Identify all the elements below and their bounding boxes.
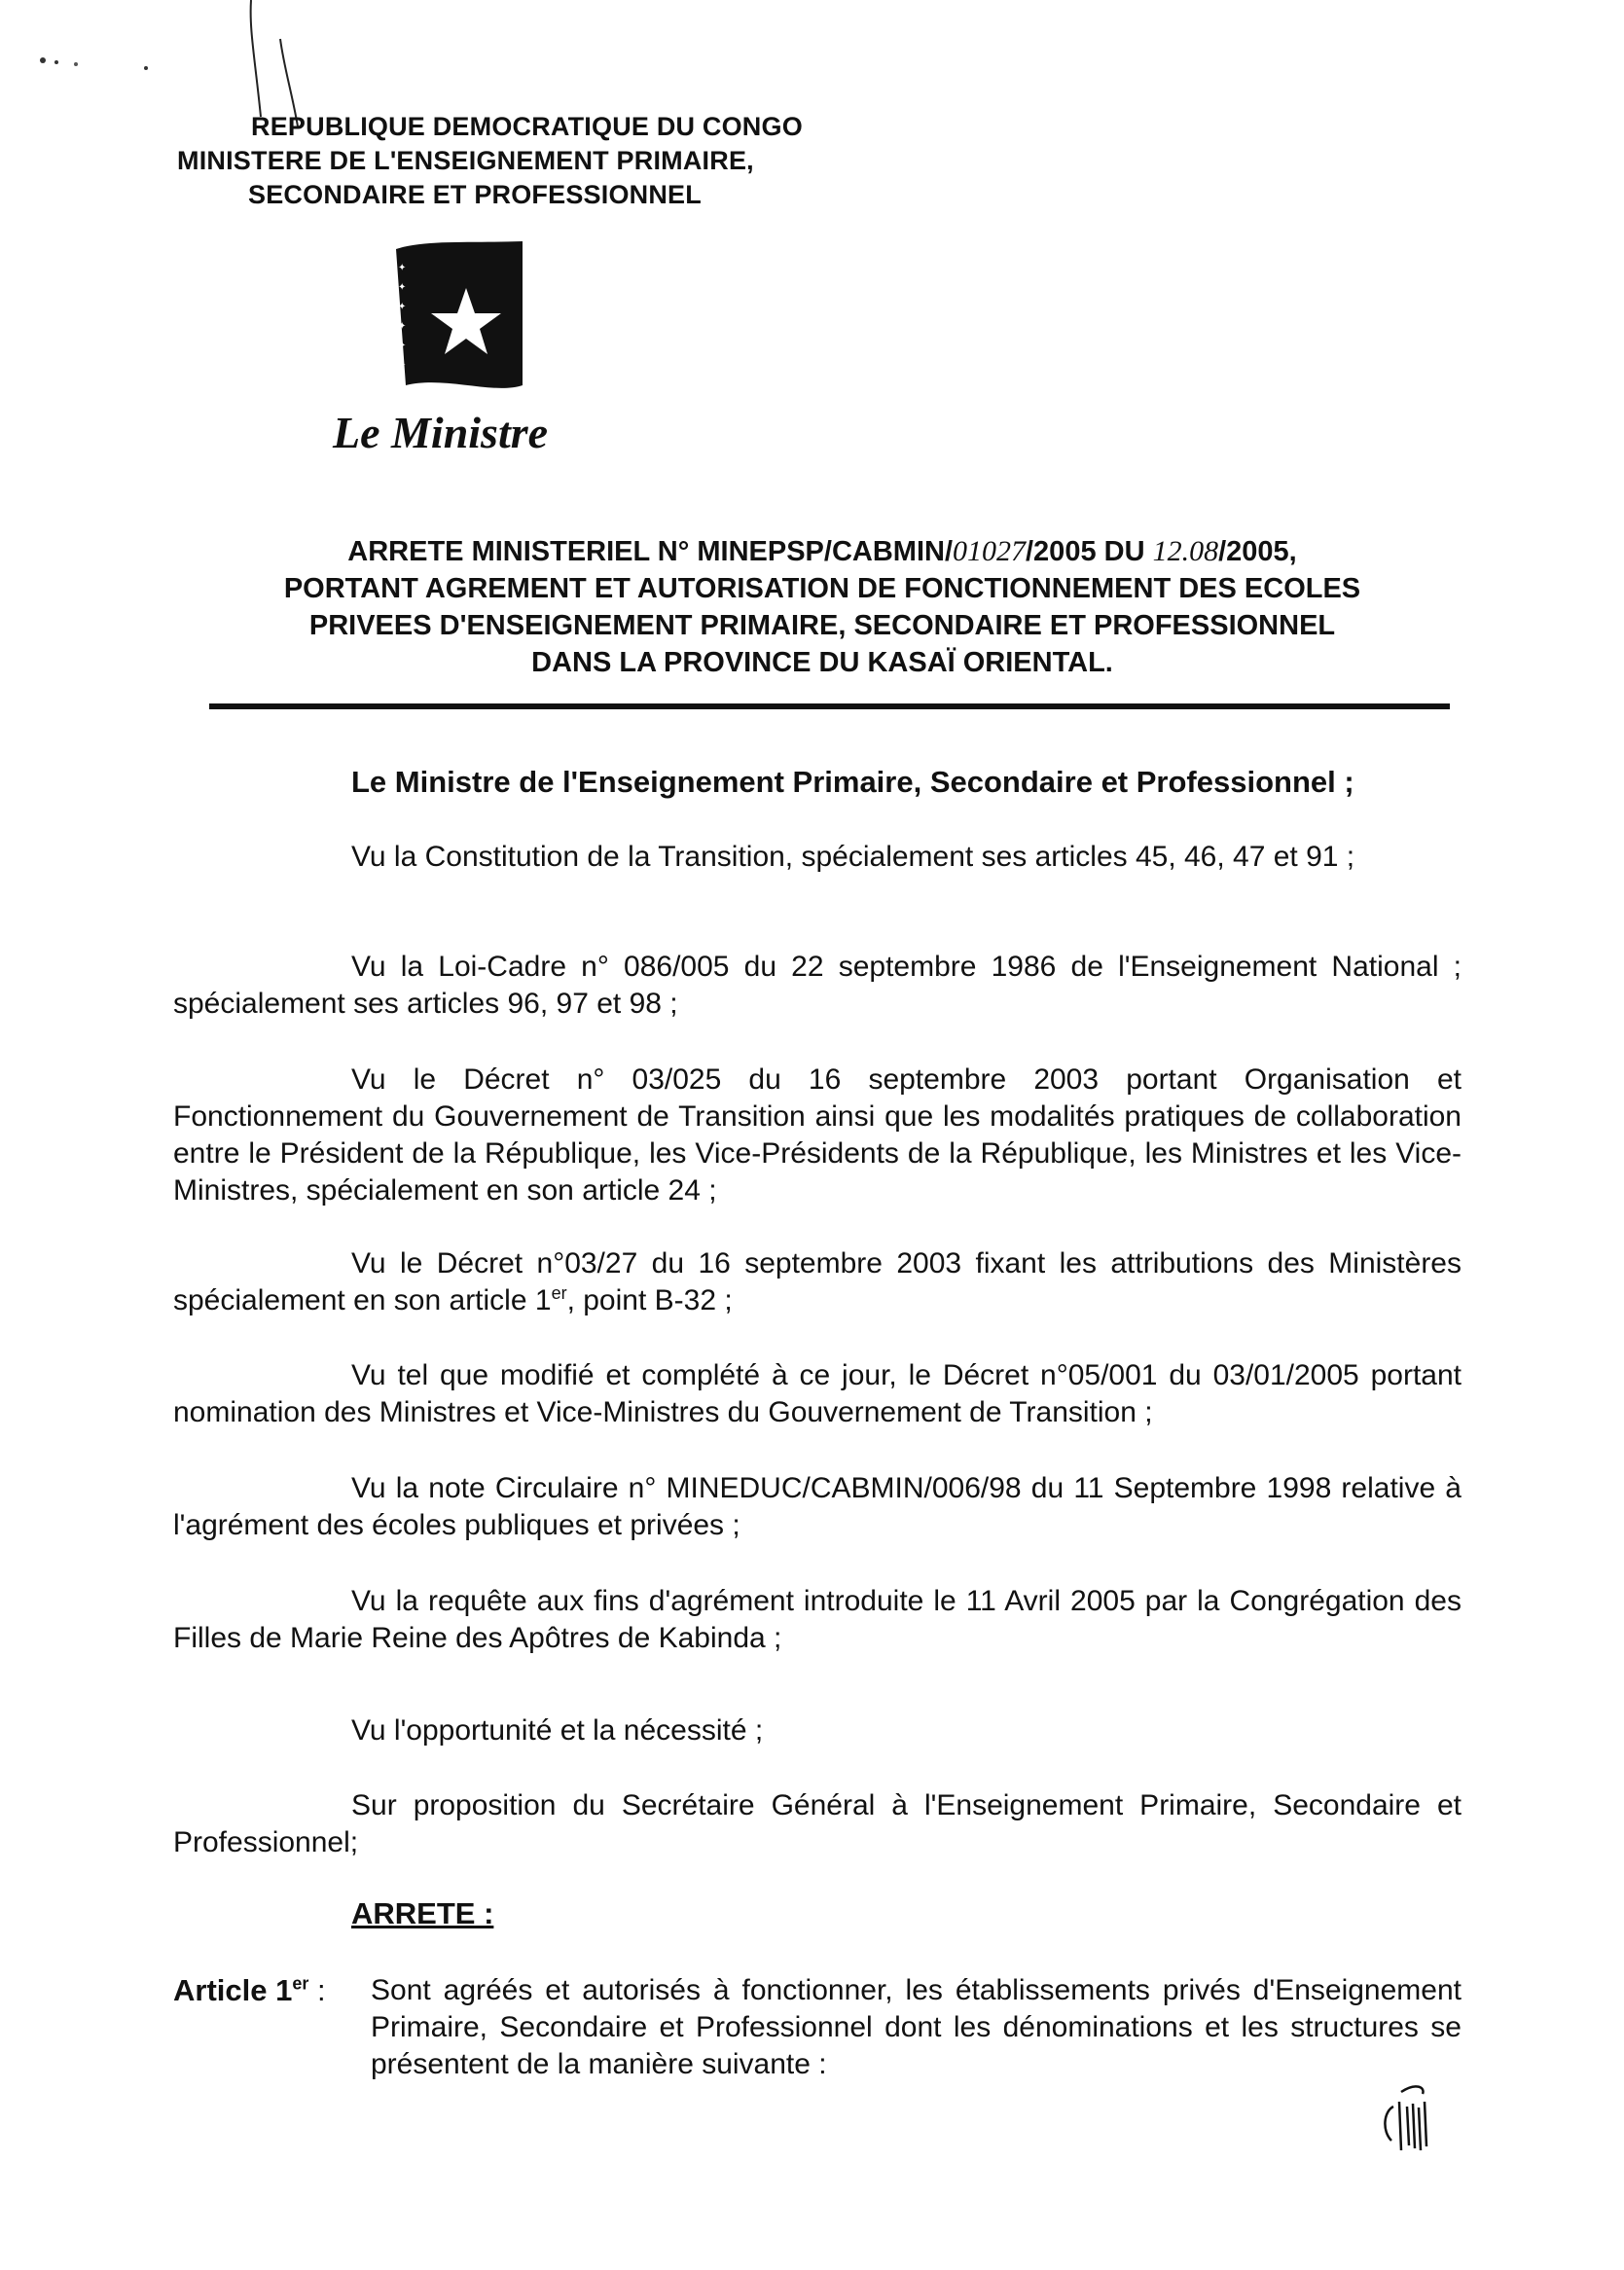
- header-ministry-line1: MINISTERE DE L'ENSEIGNEMENT PRIMAIRE,: [177, 146, 754, 175]
- handwritten-number: 01027: [953, 535, 1026, 567]
- svg-text:✦: ✦: [398, 282, 407, 293]
- decree-title: [175, 533, 1469, 681]
- recital-2: Vu la Loi-Cadre n° 086/005 du 22 septembre 1986 de l'Enseignement National ; spécialement ses articles 96, 97 et 98 ;: [173, 951, 1462, 1020]
- title-line3: PRIVEES D'ENSEIGNEMENT PRIMAIRE, SECONDAIRE ET PROFESSIONNEL: [308, 610, 1336, 641]
- svg-text:✦: ✦: [398, 341, 407, 351]
- svg-text:✦: ✦: [398, 302, 407, 312]
- handwritten-initials: [1372, 2082, 1440, 2170]
- title-ref-suffix: /2005,: [1218, 536, 1297, 567]
- decision-heading: ARRETE :: [351, 1896, 494, 1930]
- recital-8: Vu l'opportunité et la nécessité ;: [351, 1714, 764, 1747]
- recital-4: Vu le Décret n°03/27 du 16 septembre 2003 fixant les attributions des Ministères spécialement en son article 1er, point B-32 ;: [173, 1247, 1462, 1316]
- handwritten-date: 12.08: [1152, 535, 1219, 567]
- recital-1: Vu la Constitution de la Transition, spécialement ses articles 45, 46, 47 et 91 ;: [351, 841, 1355, 873]
- article-1-text: Sont agréés et autorisés à fonctionner, les établissements privés d'Enseignement Primaire, Secondaire et Professionnel dont les dénominations et les structures se présentent de la manière suivante :: [371, 1974, 1462, 2080]
- recital-3: Vu le Décret n° 03/025 du 16 septembre 2003 portant Organisation et Fonctionnement du Gouvernement de Transition ainsi que les modalités pratiques de collaboration entre le Président de la République, les Vice-Présidents de la République, les Ministres et les Vice-Ministres, spécialement en son article 24 ;: [173, 1063, 1462, 1207]
- header-ministry-line2: SECONDAIRE ET PROFESSIONNEL: [248, 180, 702, 209]
- recital-9: Sur proposition du Secrétaire Général à l'Enseignement Primaire, Secondaire et Professionnel;: [173, 1789, 1462, 1858]
- signatory-title: Le Ministre: [333, 408, 549, 457]
- title-divider: [209, 703, 1450, 709]
- recital-7: Vu la requête aux fins d'agrément introduite le 11 Avril 2005 par la Congrégation des Filles de Marie Reine des Apôtres de Kabinda ;: [173, 1585, 1462, 1654]
- title-line2: PORTANT AGREMENT ET AUTORISATION DE FONCTIONNEMENT DES ECOLES: [283, 573, 1361, 604]
- header-country: REPUBLIQUE DEMOCRATIQUE DU CONGO: [251, 112, 803, 141]
- svg-text:✦: ✦: [398, 360, 407, 371]
- preamble: Le Ministre de l'Enseignement Primaire, Secondaire et Professionnel ;: [351, 765, 1354, 799]
- title-ref-prefix: ARRETE MINISTERIEL N° MINEPSP/CABMIN/: [347, 536, 953, 567]
- svg-text:✦: ✦: [398, 263, 407, 273]
- svg-text:✦: ✦: [398, 321, 407, 332]
- title-line4: DANS LA PROVINCE DU KASAÏ ORIENTAL.: [531, 647, 1113, 678]
- recital-6: Vu la note Circulaire n° MINEDUC/CABMIN/006/98 du 11 Septembre 1998 relative à l'agrément des écoles publiques et privées ;: [173, 1472, 1462, 1541]
- flag-emblem-icon: [386, 239, 532, 395]
- title-line1: [175, 533, 1469, 570]
- recital-5: Vu tel que modifié et complété à ce jour, le Décret n°05/001 du 03/01/2005 portant nomination des Ministres et Vice-Ministres du Gouvernement de Transition ;: [173, 1359, 1462, 1428]
- recital-4-sup: er: [551, 1283, 567, 1303]
- title-ref-mid: /2005 DU: [1026, 536, 1153, 567]
- article-1-label: Article 1er :: [173, 1973, 326, 2007]
